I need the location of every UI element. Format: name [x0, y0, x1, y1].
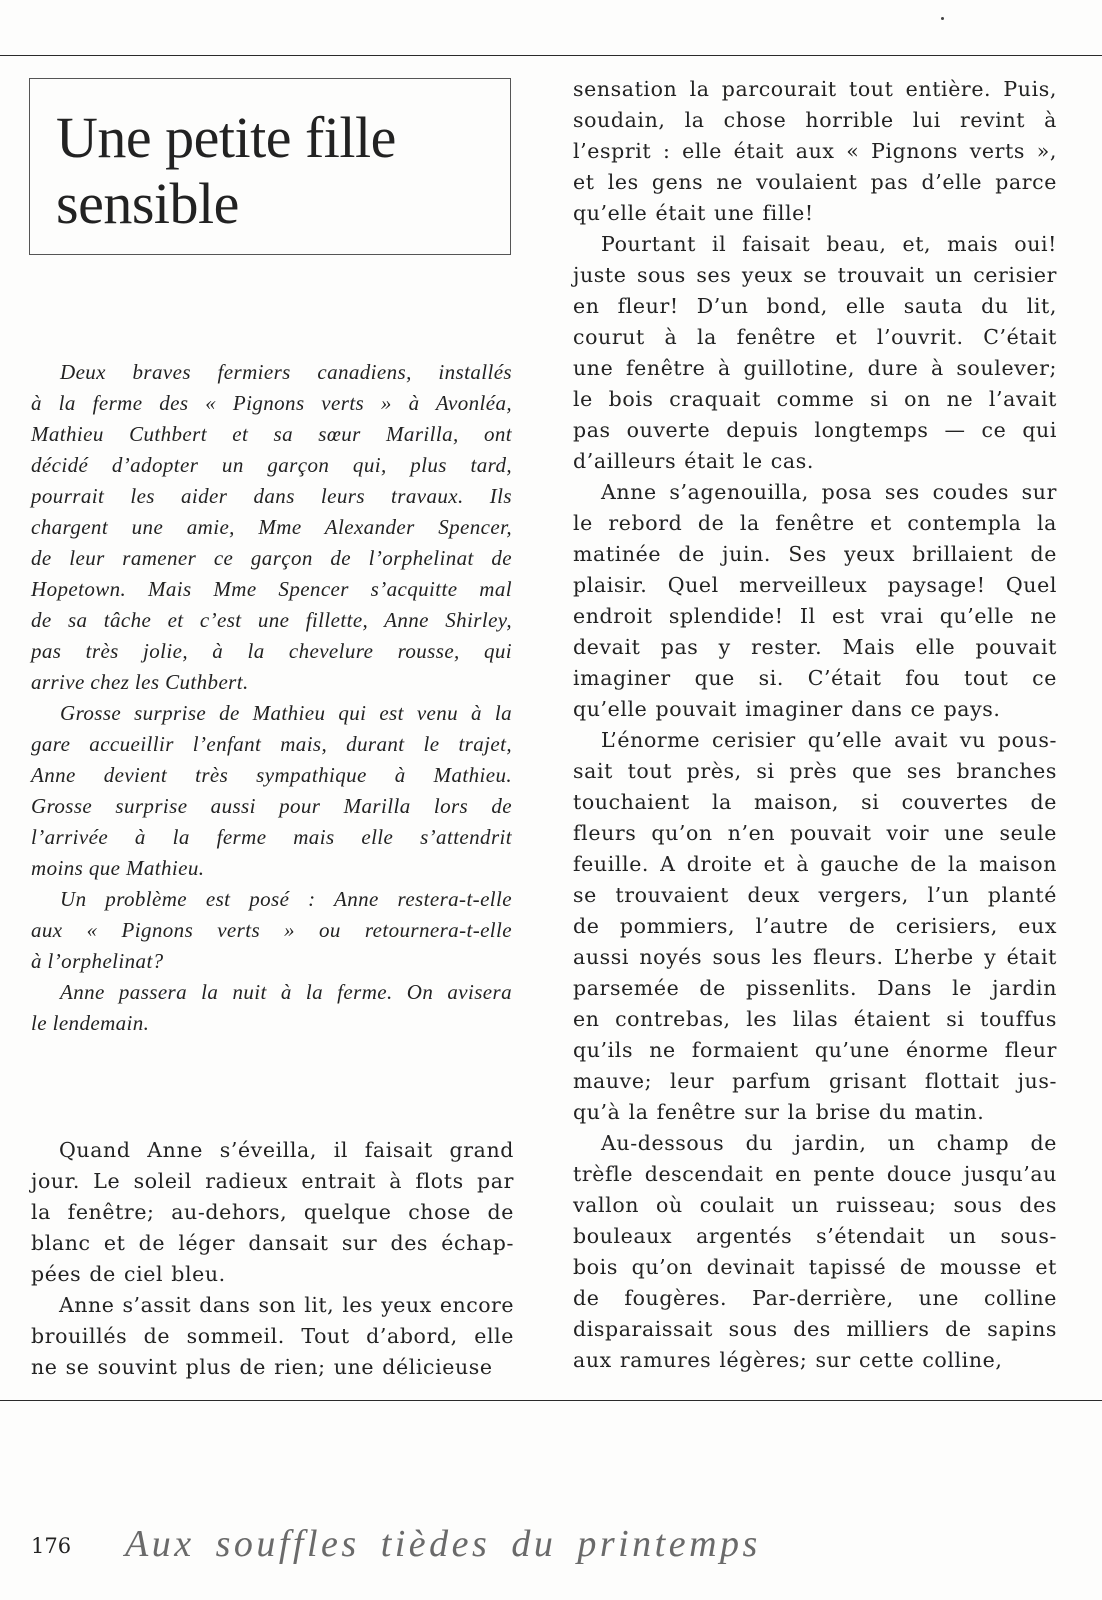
text-line: trèfle descendait en pente douce jusqu’au	[573, 1162, 1057, 1186]
text-line: décidé d’adopter un garçon qui, plus tard,	[31, 453, 512, 477]
text-line: qu’elle était une fille!	[573, 201, 814, 225]
text-line: Un problème est posé : Anne restera-t-elle	[60, 887, 512, 911]
text-line: sensation la parcourait tout entière. Puis,	[573, 77, 1057, 101]
text-line: la fenêtre; au-dehors, quelque chose de	[31, 1200, 514, 1224]
text-line: aux ramures légères; sur cette colline,	[573, 1348, 1003, 1372]
text-line: Mathieu Cuthbert et sa sœur Marilla, ont	[31, 422, 512, 446]
page-number: 176	[31, 1534, 72, 1558]
text-line: bois qu’on devinait tapissé de mousse et	[573, 1255, 1057, 1279]
body-right-paragraph	[573, 725, 1057, 1128]
text-line: arrive chez les Cuthbert.	[31, 670, 249, 694]
text-line: aux « Pignons verts » ou retournera-t-elle	[31, 918, 512, 942]
text-line: plaisir. Quel merveilleux paysage! Quel	[573, 573, 1057, 597]
text-line: de sa tâche et c’est une fillette, Anne Shirley,	[31, 608, 512, 632]
text-line: mauve; leur parfum grisant flottait jus-	[573, 1069, 1057, 1093]
summary-paragraph	[31, 977, 512, 1039]
chapter-title-line-1: Une petite fille	[56, 105, 396, 170]
chapter-summary	[31, 357, 512, 1039]
text-line: L’énorme cerisier qu’elle avait vu pous-	[601, 728, 1057, 752]
text-line: touchaient la maison, si couvertes de	[573, 790, 1057, 814]
text-line: Pourtant il faisait beau, et, mais oui!	[601, 232, 1057, 256]
chapter-title-line-2: sensible	[56, 171, 239, 236]
text-line: vallon où coulait un ruisseau; sous des	[573, 1193, 1057, 1217]
text-line: à la ferme des « Pignons verts » à Avonléa,	[31, 391, 512, 415]
text-line: Anne s’agenouilla, posa ses coudes sur	[601, 480, 1057, 504]
text-line: feuille. A droite et à gauche de la maison	[573, 852, 1057, 876]
summary-paragraph	[31, 698, 512, 884]
text-line: le rebord de la fenêtre et contempla la	[573, 511, 1057, 535]
text-line: de leur ramener ce garçon de l’orphelinat de	[31, 546, 512, 570]
text-line: le lendemain.	[31, 1011, 150, 1035]
text-line: qu’à la fenêtre sur la brise du matin.	[573, 1100, 985, 1124]
text-line: moins que Mathieu.	[31, 856, 205, 880]
text-line: pas ouverte depuis longtemps — ce qui	[573, 418, 1057, 442]
body-left-paragraph	[31, 1135, 514, 1290]
text-line: se trouvaient deux vergers, l’un planté	[573, 883, 1057, 907]
title-box	[29, 78, 511, 255]
text-line: soudain, la chose horrible lui revint à	[573, 108, 1057, 132]
text-line: juste sous ses yeux se trouvait un cerisier	[573, 263, 1057, 287]
text-line: gare accueillir l’enfant mais, durant le trajet,	[31, 732, 512, 756]
text-line: sait tout près, si près que ses branches	[573, 759, 1057, 783]
summary-paragraph	[31, 357, 512, 698]
text-line: qu’ils ne formaient qu’une énorme fleur	[573, 1038, 1057, 1062]
text-line: pées de ciel bleu.	[31, 1262, 226, 1286]
text-line: endroit splendide! Il est vrai qu’elle ne	[573, 604, 1057, 628]
text-line: jour. Le soleil radieux entrait à flots par	[31, 1169, 514, 1193]
body-left-paragraph	[31, 1290, 514, 1383]
text-line: disparaissait sous des milliers de sapins	[573, 1317, 1057, 1341]
text-line: Anne devient très sympathique à Mathieu.	[31, 763, 512, 787]
scan-speck	[941, 17, 944, 20]
body-right-paragraph	[573, 229, 1057, 477]
text-line: Anne s’assit dans son lit, les yeux encore	[59, 1293, 514, 1317]
text-line: en fleur! D’un bond, elle sauta du lit,	[573, 294, 1057, 318]
text-line: une fenêtre à guillotine, dure à soulever;	[573, 356, 1057, 380]
text-line: aussi noyés sous les fleurs. L’herbe y était	[573, 945, 1057, 969]
text-line: courut à la fenêtre et l’ouvrit. C’était	[573, 325, 1057, 349]
text-line: Grosse surprise de Mathieu qui est venu à la	[60, 701, 512, 725]
text-line: parsemée de pissenlits. Dans le jardin	[573, 976, 1057, 1000]
text-line: brouillés de sommeil. Tout d’abord, elle	[31, 1324, 514, 1348]
body-right-paragraph	[573, 1128, 1057, 1376]
body-right-paragraph	[573, 74, 1057, 229]
text-line: chargent une amie, Mme Alexander Spencer,	[31, 515, 512, 539]
text-line: Au-dessous du jardin, un champ de	[601, 1131, 1057, 1155]
text-line: Quand Anne s’éveilla, il faisait grand	[59, 1138, 514, 1162]
summary-paragraph	[31, 884, 512, 977]
text-line: imaginer que si. C’était fou tout ce	[573, 666, 1057, 690]
text-line: en contrebas, les lilas étaient si touffus	[573, 1007, 1057, 1031]
text-line: l’esprit : elle était aux « Pignons verts »,	[573, 139, 1057, 163]
text-line: l’arrivée à la ferme mais elle s’attendrit	[31, 825, 512, 849]
top-rule	[0, 55, 1102, 56]
chapter-title	[56, 105, 510, 237]
text-line: d’ailleurs était le cas.	[573, 449, 814, 473]
text-line: à l’orphelinat?	[31, 949, 164, 973]
body-right-paragraph	[573, 477, 1057, 725]
body-text-left-column	[31, 1135, 514, 1383]
text-line: pourrait les aider dans leurs travaux. Ils	[31, 484, 512, 508]
text-line: matinée de juin. Ses yeux brillaient de	[573, 542, 1057, 566]
text-line: et les gens ne voulaient pas d’elle parce	[573, 170, 1057, 194]
text-line: de pommiers, l’autre de cerisiers, eux	[573, 914, 1057, 938]
running-title: Aux souffles tièdes du printemps	[125, 1523, 761, 1565]
text-line: Grosse surprise aussi pour Marilla lors de	[31, 794, 512, 818]
text-line: Hopetown. Mais Mme Spencer s’acquitte mal	[31, 577, 512, 601]
text-line: bouleaux argentés s’étendait un sous-	[573, 1224, 1057, 1248]
text-line: pas très jolie, à la chevelure rousse, qui	[31, 639, 512, 663]
text-line: le bois craquait comme si on ne l’avait	[573, 387, 1057, 411]
text-line: qu’elle pouvait imaginer dans ce pays.	[573, 697, 1001, 721]
body-text-right-column	[573, 74, 1057, 1376]
text-line: devait pas y rester. Mais elle pouvait	[573, 635, 1057, 659]
text-line: de fougères. Par-derrière, une colline	[573, 1286, 1057, 1310]
text-line: ne se souvint plus de rien; une délicieuse	[31, 1355, 493, 1379]
text-line: fleurs qu’on n’en pouvait voir une seule	[573, 821, 1057, 845]
bottom-rule	[0, 1400, 1102, 1401]
text-line: Anne passera la nuit à la ferme. On avisera	[60, 980, 512, 1004]
text-line: Deux braves fermiers canadiens, installés	[60, 360, 512, 384]
text-line: blanc et de léger dansait sur des échap-	[31, 1231, 514, 1255]
